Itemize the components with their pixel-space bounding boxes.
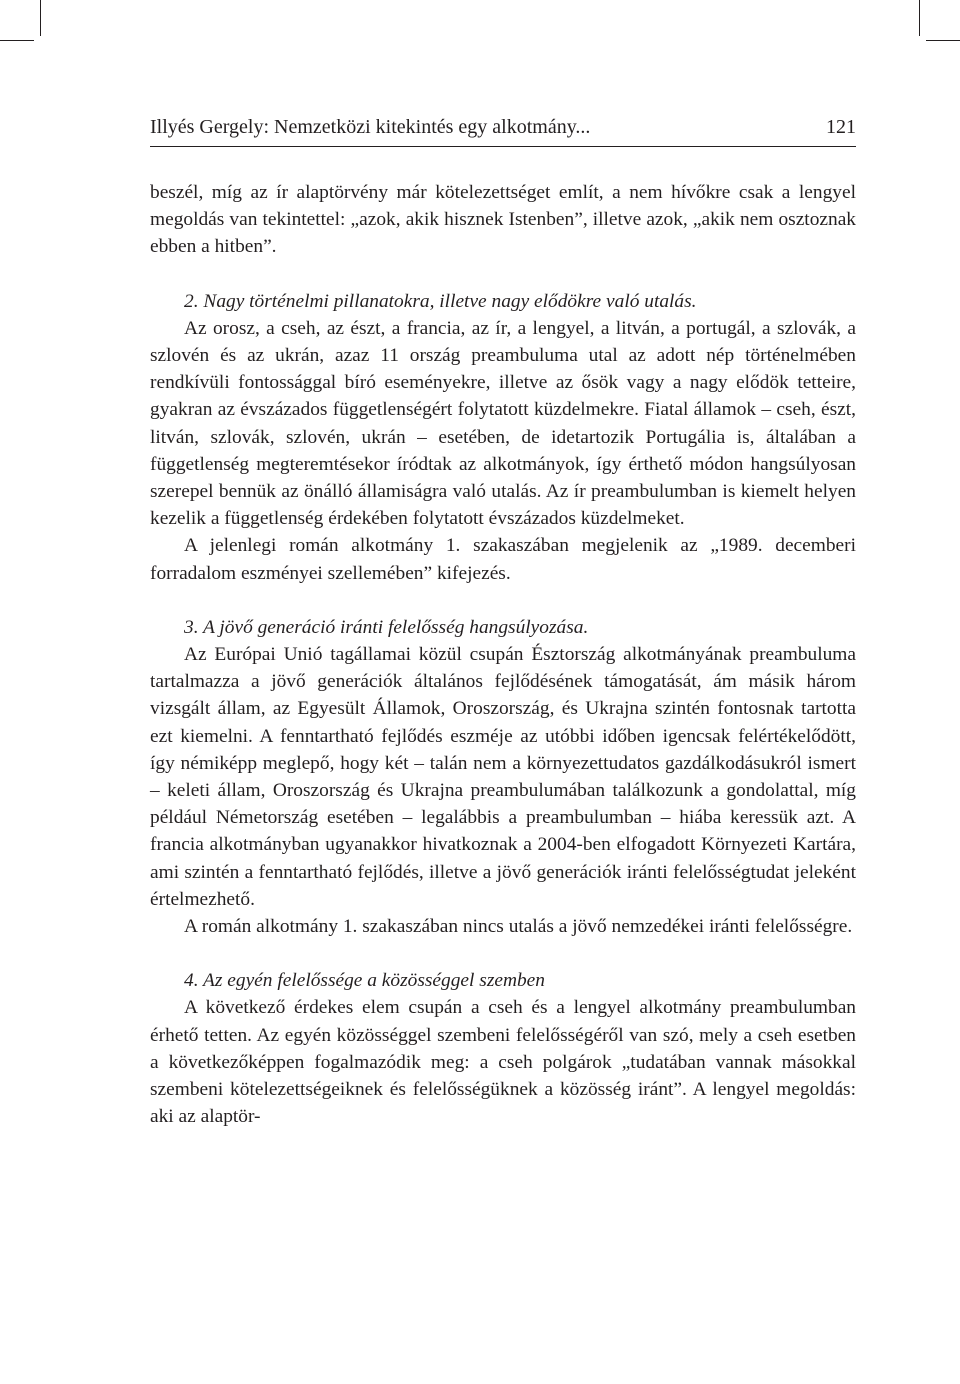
running-title: Illyés Gergely: Nemzetközi kitekintés egy alkotmány...	[150, 116, 591, 138]
spacer	[150, 940, 856, 967]
section-3-paragraph-1: Az Európai Unió tagállamai közül csupán Észtország alkotmányának preambuluma tartalmazza a jövő generációk általános fejlődésének támogatását, ám másik három vizsgált állam, az Egyesült Államok, Oroszország, és Ukrajna szintén fontosnak tartotta ezt kiemelni. A fenntartható fejlődés eszméje az utóbbi időben igencsak felértékelődött, így némiképp meglepő, hogy két – talán nem a környezettudatos gazdálkodásukról ismert – keleti állam, Oroszország és Ukrajna preambulumában találkozunk a gondolattal, míg például Németország esetében – legalábbis a preambulumban – hiába keressük azt. A francia alkotmányban ugyanakkor hivatkoznak a 2004-ben elfogadott Környezeti Kartára, ami szintén a fenntartható fejlődés, illetve a jövő generációk iránti felelősségtudat jeleként értelmezhető.	[150, 644, 856, 910]
crop-mark-top-right-vertical	[919, 0, 920, 36]
spacer	[150, 587, 856, 614]
section-4-heading: 4. Az egyén felelőssége a közösséggel szemben	[184, 970, 545, 992]
section-3-heading: 3. A jövő generáció iránti felelősség hangsúlyozása.	[184, 616, 589, 638]
section-2-heading: 2. Nagy történelmi pillanatokra, illetve nagy elődökre való utalás.	[184, 290, 697, 312]
page-number: 121	[826, 116, 856, 138]
crop-mark-top-right-horizontal	[926, 40, 960, 41]
section-2-paragraph-1: Az orosz, a cseh, az észt, a francia, az ír, a lengyel, a litván, a portugál, a szlovák, a szlovén és az ukrán, azaz 11 ország preambuluma utal az adott nép történelmében rendkívüli fontossággal bíró eseményekre, illetve az ősök vagy a nagy elődök tetteire, gyakran az évszázados függetlenségért folytatott küzdelmekre. Fiatal államok – cseh, észt, litván, szlovák, szlovén, ukrán – esetében, de idetartozik Portugália is, általában a függetlenség megteremtésekor íródtak az alkotmányok, így érthető módon hangsúlyosan szerepel bennük az önálló államiságra való utalás. Az ír preambulumban is kiemelt helyen kezelik a függetlenség érdekében folytatott évszázados küzdelmeket.	[150, 317, 856, 530]
running-header	[150, 112, 856, 147]
section-3-paragraph-2: A román alkotmány 1. szakaszában nincs utalás a jövő nemzedékei iránti felelősségre.	[184, 916, 853, 938]
body-text	[150, 179, 856, 1131]
spacer	[150, 261, 856, 288]
paragraph-intro: beszél, míg az ír alaptörvény már kötelezettséget említ, a nem hívőkre csak a lengyel megoldás van tekintettel: „azok, akik hisznek Istenben”, illetve azok, „akik nem osztoznak ebben a hitben”.	[150, 182, 856, 258]
crop-mark-top-left-horizontal	[0, 40, 34, 41]
crop-mark-top-left-vertical	[40, 0, 41, 36]
section-2-paragraph-2: A jelenlegi román alkotmány 1. szakaszában megjelenik az „1989. decemberi forradalom eszményei szellemében” kifejezés.	[150, 535, 856, 584]
document-page	[150, 112, 856, 1131]
section-4-paragraph-1: A következő érdekes elem csupán a cseh és a lengyel alkotmány preambulumban érhető tetten. Az egyén közösséggel szembeni felelősségéről van szó, mely a cseh esetben a következőképpen fogalmazódik meg: a cseh polgárok „tudatában vannak másokkal szembeni kötelezettségeiknek és felelősségüknek a közösség iránt”. A lengyel megoldás: aki az alaptör-	[150, 997, 856, 1128]
